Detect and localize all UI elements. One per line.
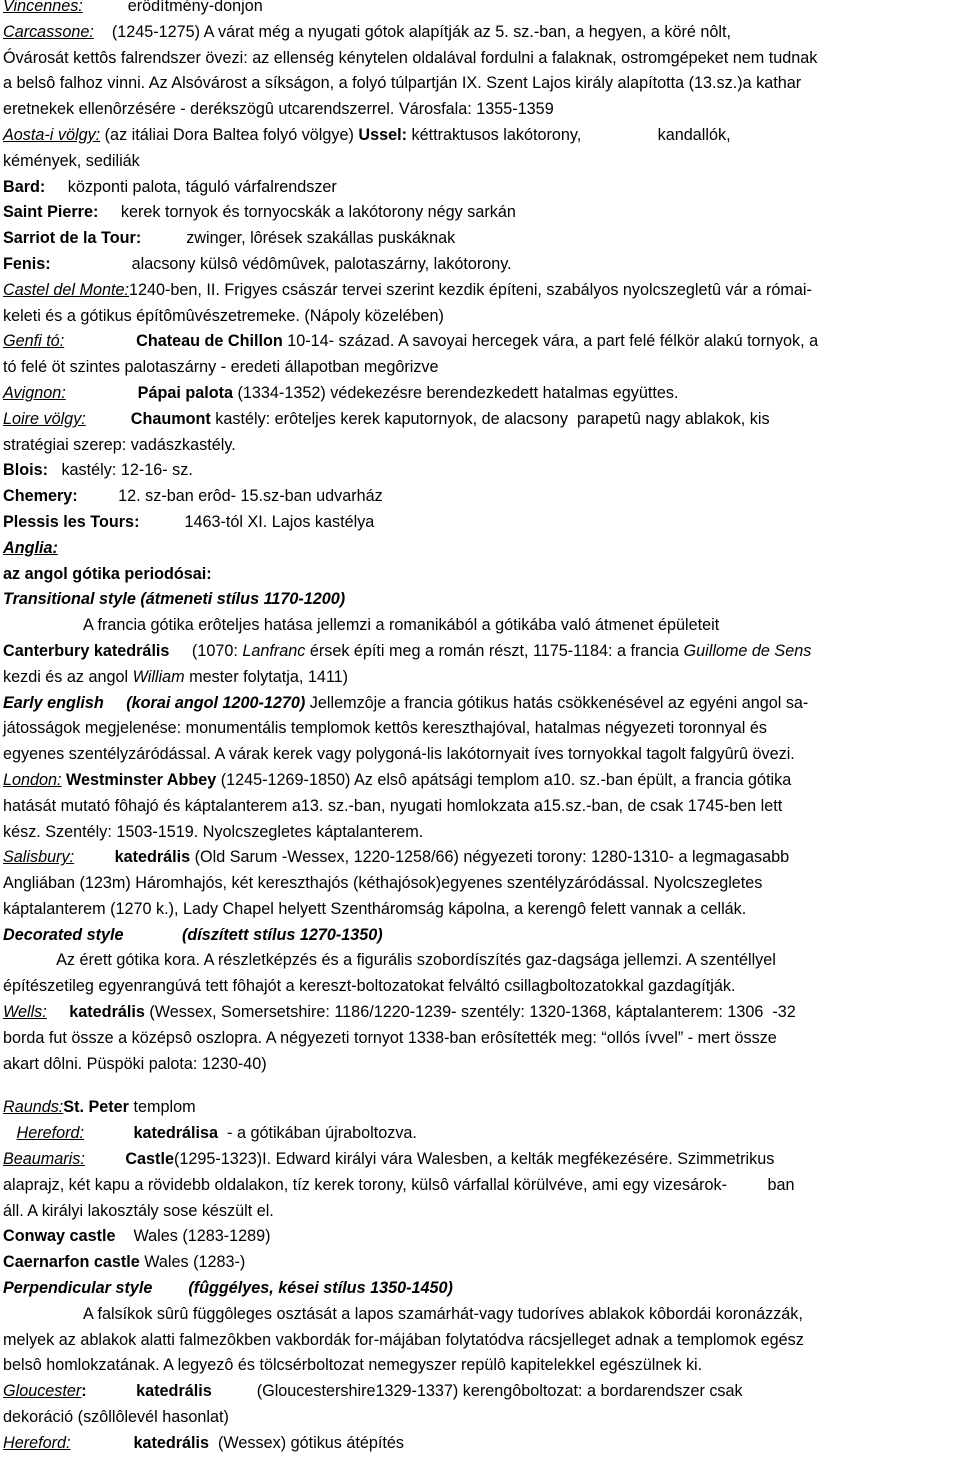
text-line — [3, 716, 957, 742]
text-line — [3, 484, 957, 510]
text-line — [3, 923, 957, 949]
text-run: 1240-ben, II. Frigyes császár tervei szerint kezdik építeni, szabályos nyolcszegletû vár a római- — [128, 280, 812, 299]
text-run — [64, 332, 136, 350]
place-heading: Raunds: — [3, 1098, 64, 1117]
place-heading: London: — [3, 770, 62, 789]
text-line — [3, 1000, 957, 1026]
text-run: (1334-1352) védekezésre berendezkedett hatalmas együttes. — [233, 383, 679, 402]
text-run: A falsíkok sûrû függôleges osztását a lapos szamárhát-vagy tudoríves ablakok kôbordái koronázzák, — [3, 1304, 803, 1323]
bold-term: Sarriot de la Tour: — [3, 229, 142, 248]
text-run: (1245-1269-1850) Az elsô apátsági templom a10. sz.-ban épült, a francia gótika — [216, 770, 792, 789]
bold-term: Perpendicular style — [3, 1279, 153, 1298]
bold-term: Transitional style (átmeneti stílus 1170-1200) — [3, 590, 346, 609]
text-line — [3, 1173, 957, 1199]
text-run: (Wessex) gótikus átépítés — [209, 1433, 404, 1452]
bold-term: Blois: — [3, 461, 48, 480]
text-line — [3, 1276, 957, 1302]
text-run: Wales (1283-1289) — [115, 1227, 271, 1246]
text-run: 12. sz-ban erôd- 15.sz-ban udvarház — [77, 487, 383, 506]
text-line — [3, 329, 957, 355]
text-run: (Wessex, Somersetshire: 1186/1220-1239- szentély: 1320-1368, káptalanterem: 1306 -32 — [144, 1003, 796, 1022]
place-heading: Carcassone: — [3, 22, 94, 41]
bold-term: Early english — [3, 693, 104, 712]
text-run — [66, 384, 138, 402]
text-run: (Gloucestershire1329-1337) kerengôboltozat: a bordarendszer csak — [211, 1382, 743, 1401]
text-line — [3, 123, 957, 149]
place-heading: Avignon: — [3, 383, 66, 402]
text-line — [3, 536, 957, 562]
place-heading: Genfi tó: — [3, 332, 65, 351]
bold-term: az angol gótika periodósai: — [3, 564, 212, 583]
bold-term: Canterbury katedrális — [3, 641, 170, 660]
bold-term: katedrális — [133, 1433, 210, 1452]
text-line — [3, 562, 957, 588]
text-line — [3, 1431, 957, 1457]
bold-term: Chateau de Chillon — [136, 332, 283, 351]
text-run: egyenes szentélyzáródással. A várak kerek vagy polygoná-lis lakótornyait íves tornyokkal tagolt falgyûrû övezi. — [3, 745, 795, 764]
bold-term: Saint Pierre: — [3, 203, 99, 222]
text-line — [3, 665, 957, 691]
text-line — [3, 1147, 957, 1173]
bold-term: Fenis: — [3, 254, 51, 273]
text-line — [3, 510, 957, 536]
text-line — [3, 587, 957, 613]
bold-term: Plessis les Tours: — [3, 512, 140, 531]
text-line — [3, 252, 957, 278]
place-heading: Vincennes: — [3, 0, 83, 15]
text-line — [3, 381, 957, 407]
place-heading: Hereford: — [3, 1433, 71, 1452]
text-run — [87, 1382, 136, 1400]
text-run: stratégiai szerep: vadászkastély. — [3, 435, 236, 454]
text-line — [3, 768, 957, 794]
text-run: a belsô falhoz vinni. Az Alsóvárost a síkságon, a folyó túlpartján IX. Szent Lajos király alapította (13.sz.)a kathar — [3, 74, 802, 93]
text-line — [3, 0, 957, 20]
text-run: 10-14- század. A savoyai hercegek vára, a part felé félkör alakú tornyok, a — [282, 332, 819, 351]
text-run: 1463-tól XI. Lajos kastélya — [139, 512, 375, 531]
place-heading: Aosta-i völgy: — [3, 125, 101, 144]
text-line — [3, 1052, 957, 1078]
text-run: kezdi és az angol — [3, 667, 133, 686]
text-run: áll. A királyi lakosztály sose készült el. — [3, 1201, 274, 1220]
text-run — [84, 1124, 133, 1142]
text-line — [3, 820, 957, 846]
text-line — [3, 71, 957, 97]
text-line — [3, 871, 957, 897]
place-heading: Salisbury: — [3, 848, 75, 867]
text-run — [74, 848, 114, 866]
bold-term: Chemery: — [3, 487, 78, 506]
text-run: kész. Szentély: 1503-1519. Nyolcszegletes káptalanterem. — [3, 822, 424, 841]
text-line — [3, 1026, 957, 1052]
text-line — [3, 407, 957, 433]
text-line — [3, 613, 957, 639]
place-heading: Beaumaris: — [3, 1150, 85, 1169]
text-run: melyek az ablakok alatti falmezôkben vakbordák for-májában folytatódva rácsjelleget adnak a templomok egész — [3, 1330, 804, 1349]
text-run: mester folytatja, 1411) — [184, 667, 349, 686]
text-run — [152, 1279, 188, 1297]
text-run — [124, 926, 182, 944]
text-run: akart dôlni. Püspöki palota: 1230-40) — [3, 1054, 267, 1073]
text-line — [3, 278, 957, 304]
text-run: (az itáliai Dora Baltea folyó völgye) — [100, 125, 359, 144]
text-run: (1245-1275) A várat még a nyugati gótok alapítják az 5. sz.-ban, a hegyen, a köré nôlt, — [93, 22, 731, 41]
text-run — [70, 1434, 133, 1452]
text-run — [85, 1150, 125, 1168]
text-run: alaprajz, két kapu a rövidebb oldalakon, tíz kerek torony, külsô várfallal körülvéve, ami egy vizesárok- ban — [3, 1175, 795, 1194]
text-run: Óvárosát kettôs falrendszer övezi: az ellenség kénytelen oldalával fordulni a falaknak, ostromgépeket nem tudnak — [3, 48, 818, 67]
text-run: zwinger, lôrések szakállas puskáknak — [141, 229, 456, 248]
bold-term: (fûggélyes, kései stílus 1350-1450) — [188, 1279, 453, 1298]
text-run: Wales (1283-) — [139, 1253, 246, 1272]
text-line — [3, 433, 957, 459]
bold-term: katedrálisa — [133, 1124, 219, 1143]
text-line — [3, 691, 957, 717]
bold-term: Conway castle — [3, 1227, 116, 1246]
text-line — [3, 458, 957, 484]
text-line — [3, 948, 957, 974]
bold-term: Ussel: — [358, 125, 407, 144]
text-run: (Old Sarum -Wessex, 1220-1258/66) négyezeti torony: 1280-1310- a legmagasabb — [190, 848, 790, 867]
text-run: Lanfranc — [242, 641, 306, 660]
text-line — [3, 794, 957, 820]
text-run: játosságok megjelenése: monumentális templomok kettôs kereszthajóval, hatalmas négyezeti toronnyal és — [3, 719, 767, 738]
bold-term: Decorated style — [3, 925, 124, 944]
text-run: keleti és a gótikus építômûvészetremeke. (Nápoly közelében) — [3, 306, 444, 325]
text-run: (1070: — [169, 641, 243, 660]
text-line — [3, 20, 957, 46]
text-line — [3, 200, 957, 226]
text-run: dekoráció (szôllôlevél hasonlat) — [3, 1408, 229, 1427]
text-line — [3, 1328, 957, 1354]
text-line — [3, 226, 957, 252]
bold-term: Westminster Abbey — [66, 770, 217, 789]
text-line — [3, 1224, 957, 1250]
bold-term: katedrális — [136, 1382, 212, 1401]
text-run: tó felé öt szintes palotaszárny - eredeti állapotban megôrizve — [3, 358, 439, 377]
text-line — [3, 149, 957, 175]
text-line — [3, 1379, 957, 1405]
text-line — [3, 639, 957, 665]
text-run: kémények, sediliák — [3, 151, 140, 170]
text-run: Angliában (123m) Háromhajós, két kereszthajós (kéthajósok)egyenes szentélyzáródással. Nyolcszegletes — [3, 874, 763, 893]
text-run: eretnekek ellenôrzésére - derékszögû utcarendszerrel. Városfala: 1355-1359 — [3, 100, 554, 119]
text-line — [3, 1353, 957, 1379]
text-run: alacsony külsô védômûvek, palotaszárny, lakótorony. — [50, 254, 512, 273]
text-run: belsô homlokzatának. A legyezô és tölcsérboltozat nemegyszer repülô kapitelekkel egészülnek ki. — [3, 1356, 703, 1375]
text-run: - a gótikában újraboltozva. — [218, 1124, 417, 1143]
text-run: kerek tornyok és tornyocskák a lakótorony négy sarkán — [98, 203, 516, 222]
text-line — [3, 304, 957, 330]
text-run: kastély: 12-16- sz. — [47, 461, 193, 480]
place-heading: Anglia: — [3, 538, 58, 557]
text-run: Guillome de Sens — [683, 641, 812, 660]
text-run: Jellemzôje a francia gótikus hatás csökkenésével az egyéni angol sa- — [305, 693, 809, 712]
text-run — [86, 410, 131, 428]
text-run: építészetileg egyenrangúvá tett fôhajót a kereszt-boltozatokat felváltó csillagboltozatokkal gazdagítják. — [3, 977, 736, 996]
place-heading: Loire völgy: — [3, 409, 86, 428]
bold-term: Pápai palota — [137, 383, 234, 402]
text-run: kastély: erôteljes kerek kaputornyok, de alacsony parapetû nagy ablakok, kis — [210, 409, 770, 428]
text-run: templom — [128, 1098, 196, 1117]
bold-term: (korai angol 1200-1270) — [126, 693, 306, 712]
text-run — [104, 694, 127, 712]
place-heading: Hereford: — [16, 1124, 84, 1143]
text-line — [3, 1302, 957, 1328]
text-run: hatását mutató fôhajó és káptalanterem a13. sz.-ban, nyugati homlokzata a15.sz.-ban, de csak 1745-ben lett — [3, 796, 783, 815]
text-line — [3, 974, 957, 1000]
text-line — [3, 1121, 957, 1147]
text-line — [3, 1250, 957, 1276]
bold-term: Caernarfon castle — [3, 1253, 140, 1272]
text-run: káptalanterem (1270 k.), Lady Chapel helyett Szentháromság kápolna, a kerengô felett vannak a cellák. — [3, 899, 747, 918]
text-run: borda fut össze a középsô oszlopra. A négyezeti tornyot 1338-ban erôsítették meg: “ollós ívvel” - mert össze — [3, 1028, 777, 1047]
text-run — [47, 1003, 70, 1021]
blank-line — [3, 1077, 957, 1095]
text-run: A francia gótika erôteljes hatása jellemzi a romanikából a gótikába való átmenet épületeit — [3, 616, 720, 635]
bold-term: Castle — [125, 1150, 174, 1169]
bold-term: (díszített stílus 1270-1350) — [182, 925, 383, 944]
text-run — [3, 1124, 17, 1142]
text-line — [3, 97, 957, 123]
text-run: Az érett gótika kora. A részletképzés és a figurális szobordíszítés gaz-dagsága jellemzi. A szentéllyel — [3, 951, 776, 970]
bold-term: Chaumont — [130, 409, 211, 428]
place-heading: Wells: — [3, 1003, 47, 1022]
place-heading: Castel del Monte: — [3, 280, 129, 299]
bold-term: : — [81, 1382, 87, 1401]
text-run: központi palota, táguló várfalrendszer — [45, 177, 337, 196]
bold-term: St. Peter — [63, 1098, 129, 1117]
bold-term: katedrális — [69, 1003, 145, 1022]
text-line — [3, 845, 957, 871]
text-line — [3, 175, 957, 201]
place-heading: Gloucester — [3, 1382, 82, 1401]
text-run: érsek építi meg a román részt, 1175-1184: a francia — [305, 641, 684, 660]
text-line — [3, 355, 957, 381]
text-line — [3, 1405, 957, 1431]
text-line — [3, 1199, 957, 1225]
text-run: erôdítmény-donjon — [82, 0, 263, 15]
text-line — [3, 742, 957, 768]
text-run: (1295-1323)I. Edward királyi vára Walesben, a kelták megfékezésére. Szimmetrikus — [173, 1150, 775, 1169]
text-run: William — [132, 667, 185, 686]
text-line — [3, 897, 957, 923]
bold-term: Bard: — [3, 177, 46, 196]
text-line — [3, 1095, 957, 1121]
text-run: kéttraktusos lakótorony, kandallók, — [406, 125, 731, 144]
text-line — [3, 46, 957, 72]
bold-term: katedrális — [114, 848, 191, 867]
